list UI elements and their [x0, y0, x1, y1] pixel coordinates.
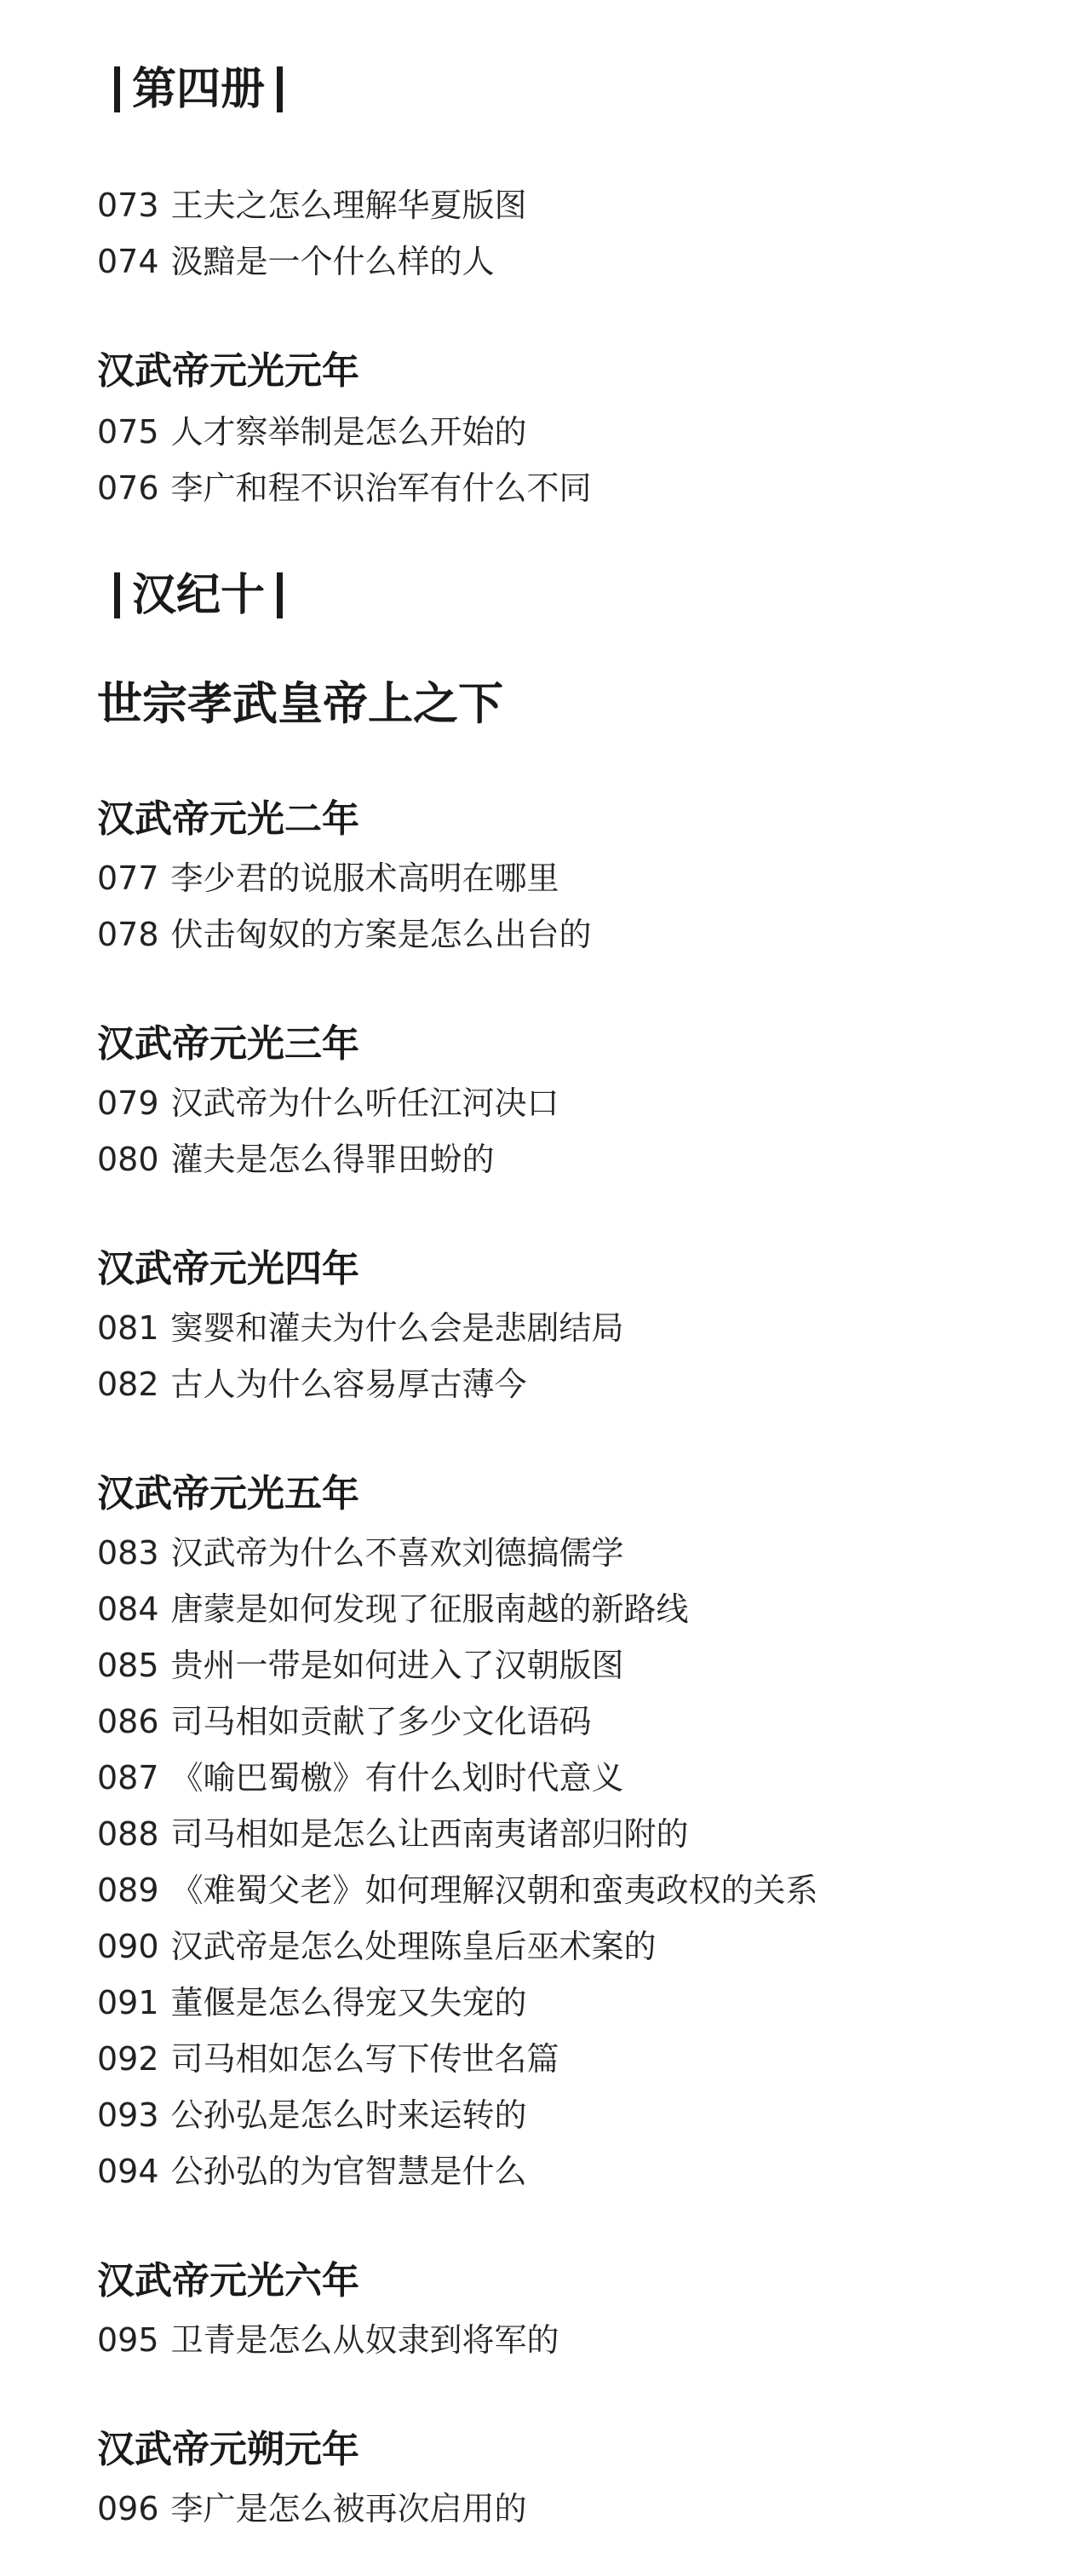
toc-entry[interactable]: [97, 1534, 624, 1572]
entry-number: 085: [97, 1647, 159, 1684]
toc-entry[interactable]: [97, 1705, 592, 1738]
toc-entry[interactable]: [97, 2155, 527, 2188]
toc-entry[interactable]: [97, 469, 592, 507]
toc-entry[interactable]: [97, 2490, 527, 2527]
toc-entry[interactable]: [97, 1872, 818, 1909]
toc-entry[interactable]: [97, 1143, 495, 1176]
entry-title: 人才察举制是怎么开始的: [170, 413, 527, 451]
volume-bar-right: [277, 572, 283, 618]
entry-number: 074: [97, 243, 159, 280]
year-heading: 汉武帝元朔元年: [97, 2428, 359, 2471]
entry-title: 古人为什么容易厚古薄今: [170, 1366, 527, 1403]
entry-title: 汲黯是一个什么样的人: [170, 243, 495, 280]
year-heading: 汉武帝元光六年: [97, 2259, 359, 2303]
volume-bar-left: [114, 572, 120, 618]
volume-bar-left: [114, 66, 120, 112]
entry-number: 078: [97, 916, 159, 953]
toc-entry[interactable]: [97, 1649, 624, 1682]
toc-entry[interactable]: [97, 1309, 624, 1347]
toc-entry[interactable]: [97, 1084, 559, 1122]
entry-title: 《喻巴蜀檄》有什么划时代意义: [170, 1759, 624, 1797]
toc-entry[interactable]: [97, 413, 527, 451]
entry-title: 公孙弘的为官智慧是什么: [170, 2153, 527, 2190]
volume-heading-han10: [114, 570, 283, 621]
entry-number: 076: [97, 469, 159, 507]
entry-number: 080: [97, 1141, 159, 1178]
entry-number: 089: [97, 1872, 159, 1909]
entry-number: 077: [97, 860, 159, 897]
entry-title: 灌夫是怎么得罪田蚡的: [170, 1141, 495, 1178]
entry-title: 伏击匈奴的方案是怎么出台的: [170, 916, 592, 953]
entry-number: 096: [97, 2490, 159, 2527]
entry-title: 王夫之怎么理解华夏版图: [170, 187, 527, 224]
entry-number: 079: [97, 1084, 159, 1122]
toc-entry[interactable]: [97, 2040, 559, 2078]
volume-title: 汉纪十: [132, 570, 266, 621]
toc-entry[interactable]: [97, 187, 527, 224]
volume-bar-right: [277, 66, 283, 112]
entry-title: 窦婴和灌夫为什么会是悲剧结局: [170, 1309, 624, 1347]
toc-entry[interactable]: [97, 860, 559, 897]
entry-number: 086: [97, 1703, 159, 1740]
entry-title: 司马相如怎么写下传世名篇: [170, 2040, 559, 2078]
entry-number: 094: [97, 2153, 159, 2190]
entry-number: 091: [97, 1984, 159, 2021]
volume-title: 第四册: [132, 64, 266, 115]
entry-title: 《难蜀父老》如何理解汉朝和蛮夷政权的关系: [170, 1872, 818, 1909]
toc-entry[interactable]: [97, 2321, 559, 2359]
entry-title: 卫青是怎么从奴隶到将军的: [170, 2321, 559, 2359]
entry-number: 090: [97, 1928, 159, 1965]
entry-title: 司马相如是怎么让西南夷诸部归附的: [170, 1815, 689, 1853]
year-heading: 汉武帝元光四年: [97, 1247, 359, 1291]
entry-number: 084: [97, 1590, 159, 1628]
year-heading: 汉武帝元光二年: [97, 797, 359, 841]
toc-entry[interactable]: [97, 1930, 657, 1963]
toc-entry[interactable]: [97, 2096, 527, 2134]
toc-entry[interactable]: [97, 1815, 689, 1853]
entry-number: 088: [97, 1815, 159, 1853]
entry-title: 汉武帝为什么不喜欢刘德搞儒学: [170, 1534, 624, 1572]
entry-number: 093: [97, 2096, 159, 2134]
entry-title: 李少君的说服术高明在哪里: [170, 860, 559, 897]
entry-title: 公孙弘是怎么时来运转的: [170, 2096, 527, 2134]
entry-number: 075: [97, 413, 159, 451]
year-heading: 汉武帝元光五年: [97, 1472, 359, 1515]
year-heading: 汉武帝元光三年: [97, 1022, 359, 1066]
emperor-heading: 世宗孝武皇帝上之下: [97, 678, 503, 730]
toc-entry[interactable]: [97, 245, 495, 278]
toc-entry[interactable]: [97, 1759, 624, 1797]
entry-title: 唐蒙是如何发现了征服南越的新路线: [170, 1590, 689, 1628]
toc-entry[interactable]: [97, 1590, 689, 1628]
entry-number: 087: [97, 1759, 159, 1797]
toc-entry[interactable]: [97, 918, 592, 951]
entry-number: 073: [97, 187, 159, 224]
entry-title: 李广和程不识治军有什么不同: [170, 469, 592, 507]
entry-number: 092: [97, 2040, 159, 2078]
toc-entry[interactable]: [97, 1366, 527, 1403]
entry-title: 汉武帝为什么听任江河决口: [170, 1084, 559, 1122]
volume-heading-4: [114, 64, 283, 115]
year-heading: 汉武帝元光元年: [97, 349, 359, 393]
entry-title: 董偃是怎么得宠又失宠的: [170, 1984, 527, 2021]
entry-title: 司马相如贡献了多少文化语码: [170, 1703, 592, 1740]
entry-title: 贵州一带是如何进入了汉朝版图: [170, 1647, 624, 1684]
entry-title: 李广是怎么被再次启用的: [170, 2490, 527, 2527]
entry-title: 汉武帝是怎么处理陈皇后巫术案的: [170, 1928, 657, 1965]
entry-number: 095: [97, 2321, 159, 2359]
entry-number: 082: [97, 1366, 159, 1403]
entry-number: 083: [97, 1534, 159, 1572]
entry-number: 081: [97, 1309, 159, 1347]
toc-entry[interactable]: [97, 1984, 527, 2021]
